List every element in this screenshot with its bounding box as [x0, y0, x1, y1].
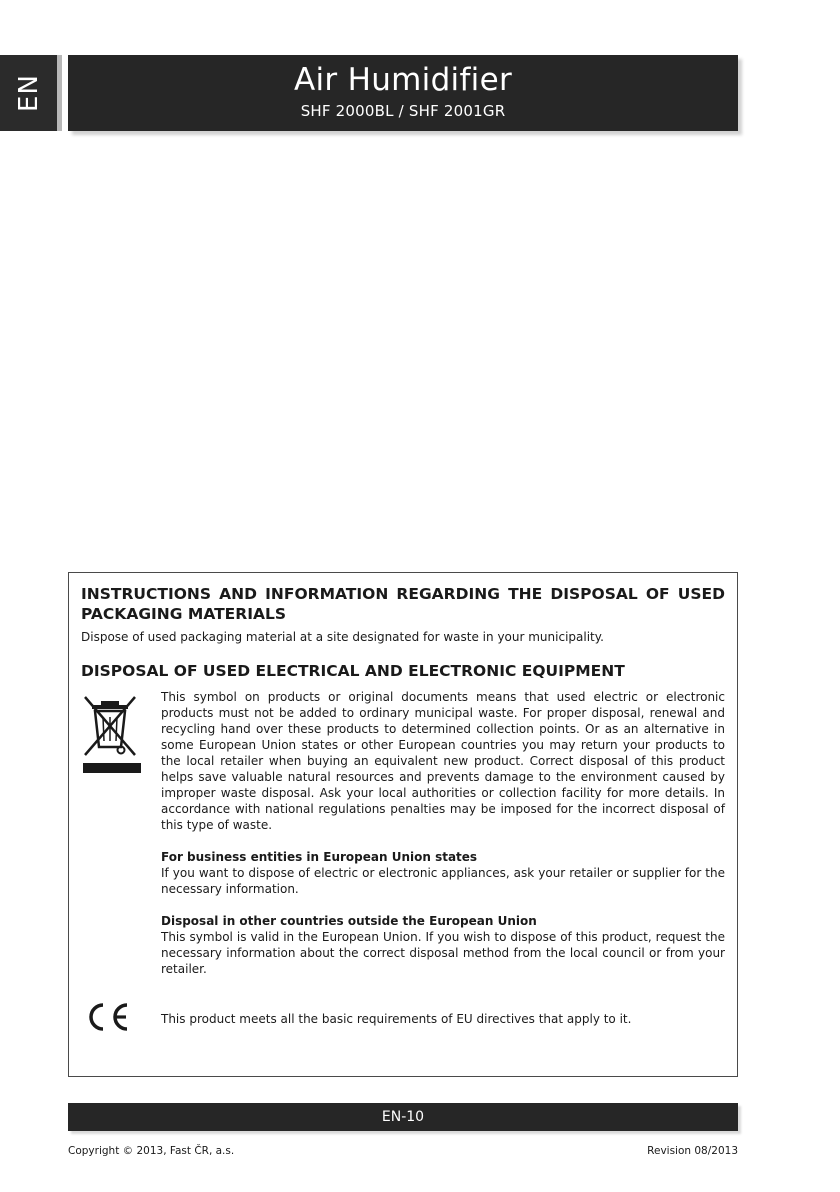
outside-eu-text: This symbol is valid in the European Union. If you wish to dispose of this product, request the necessary information about the correct disposal method from the local council or from your retailer.	[161, 930, 725, 976]
weee-section	[81, 689, 725, 977]
weee-heading: DISPOSAL OF USED ELECTRICAL AND ELECTRONIC EQUIPMENT	[81, 662, 625, 680]
weee-text: This symbol on products or original documents means that used electric or electronic products must not be added to ordinary municipal waste. For proper disposal, renewal and recycling hand over these products to determined collection points. Or as an alternative in some European Union states or other European countries you may return your products to the local retailer when buying an equivalent new product. Correct disposal of this product helps save valuable natural resources and prevents damage to the environment caused by improper waste disposal. Ask your local authorities or collection facility for more details. In accordance with national regulations penalties may be imposed for the incorrect disposal of this type of waste.	[161, 690, 725, 832]
revision-text: Revision 08/2013	[647, 1145, 738, 1157]
model-subtitle: SHF 2000BL / SHF 2001GR	[300, 102, 506, 120]
packaging-heading: INSTRUCTIONS AND INFORMATION REGARDING THE DISPOSAL OF USED PACKAGING MATERIALS	[81, 585, 725, 623]
page-number-bar	[68, 1103, 738, 1131]
page-title: Air Humidifier	[293, 62, 513, 98]
disposal-info-box	[68, 572, 738, 1077]
page-number: EN-10	[381, 1109, 425, 1125]
packaging-text: Dispose of used packaging material at a site designated for waste in your municipality.	[81, 630, 604, 644]
title-bar	[68, 55, 738, 131]
business-text: If you want to dispose of electric or electronic appliances, ask your retailer or supplier for the necessary information.	[161, 866, 725, 896]
ce-text: This product meets all the basic requirements of EU directives that apply to it.	[161, 1012, 632, 1026]
copyright-text: Copyright © 2013, Fast ČR, a.s.	[68, 1145, 235, 1157]
ce-mark-icon	[81, 1001, 131, 1033]
ce-section	[81, 1001, 725, 1041]
language-tab	[0, 55, 62, 131]
crossed-bin-icon	[81, 693, 143, 775]
language-label: EN	[13, 74, 44, 112]
business-heading: For business entities in European Union states	[161, 850, 478, 864]
outside-eu-heading: Disposal in other countries outside the European Union	[161, 914, 537, 928]
